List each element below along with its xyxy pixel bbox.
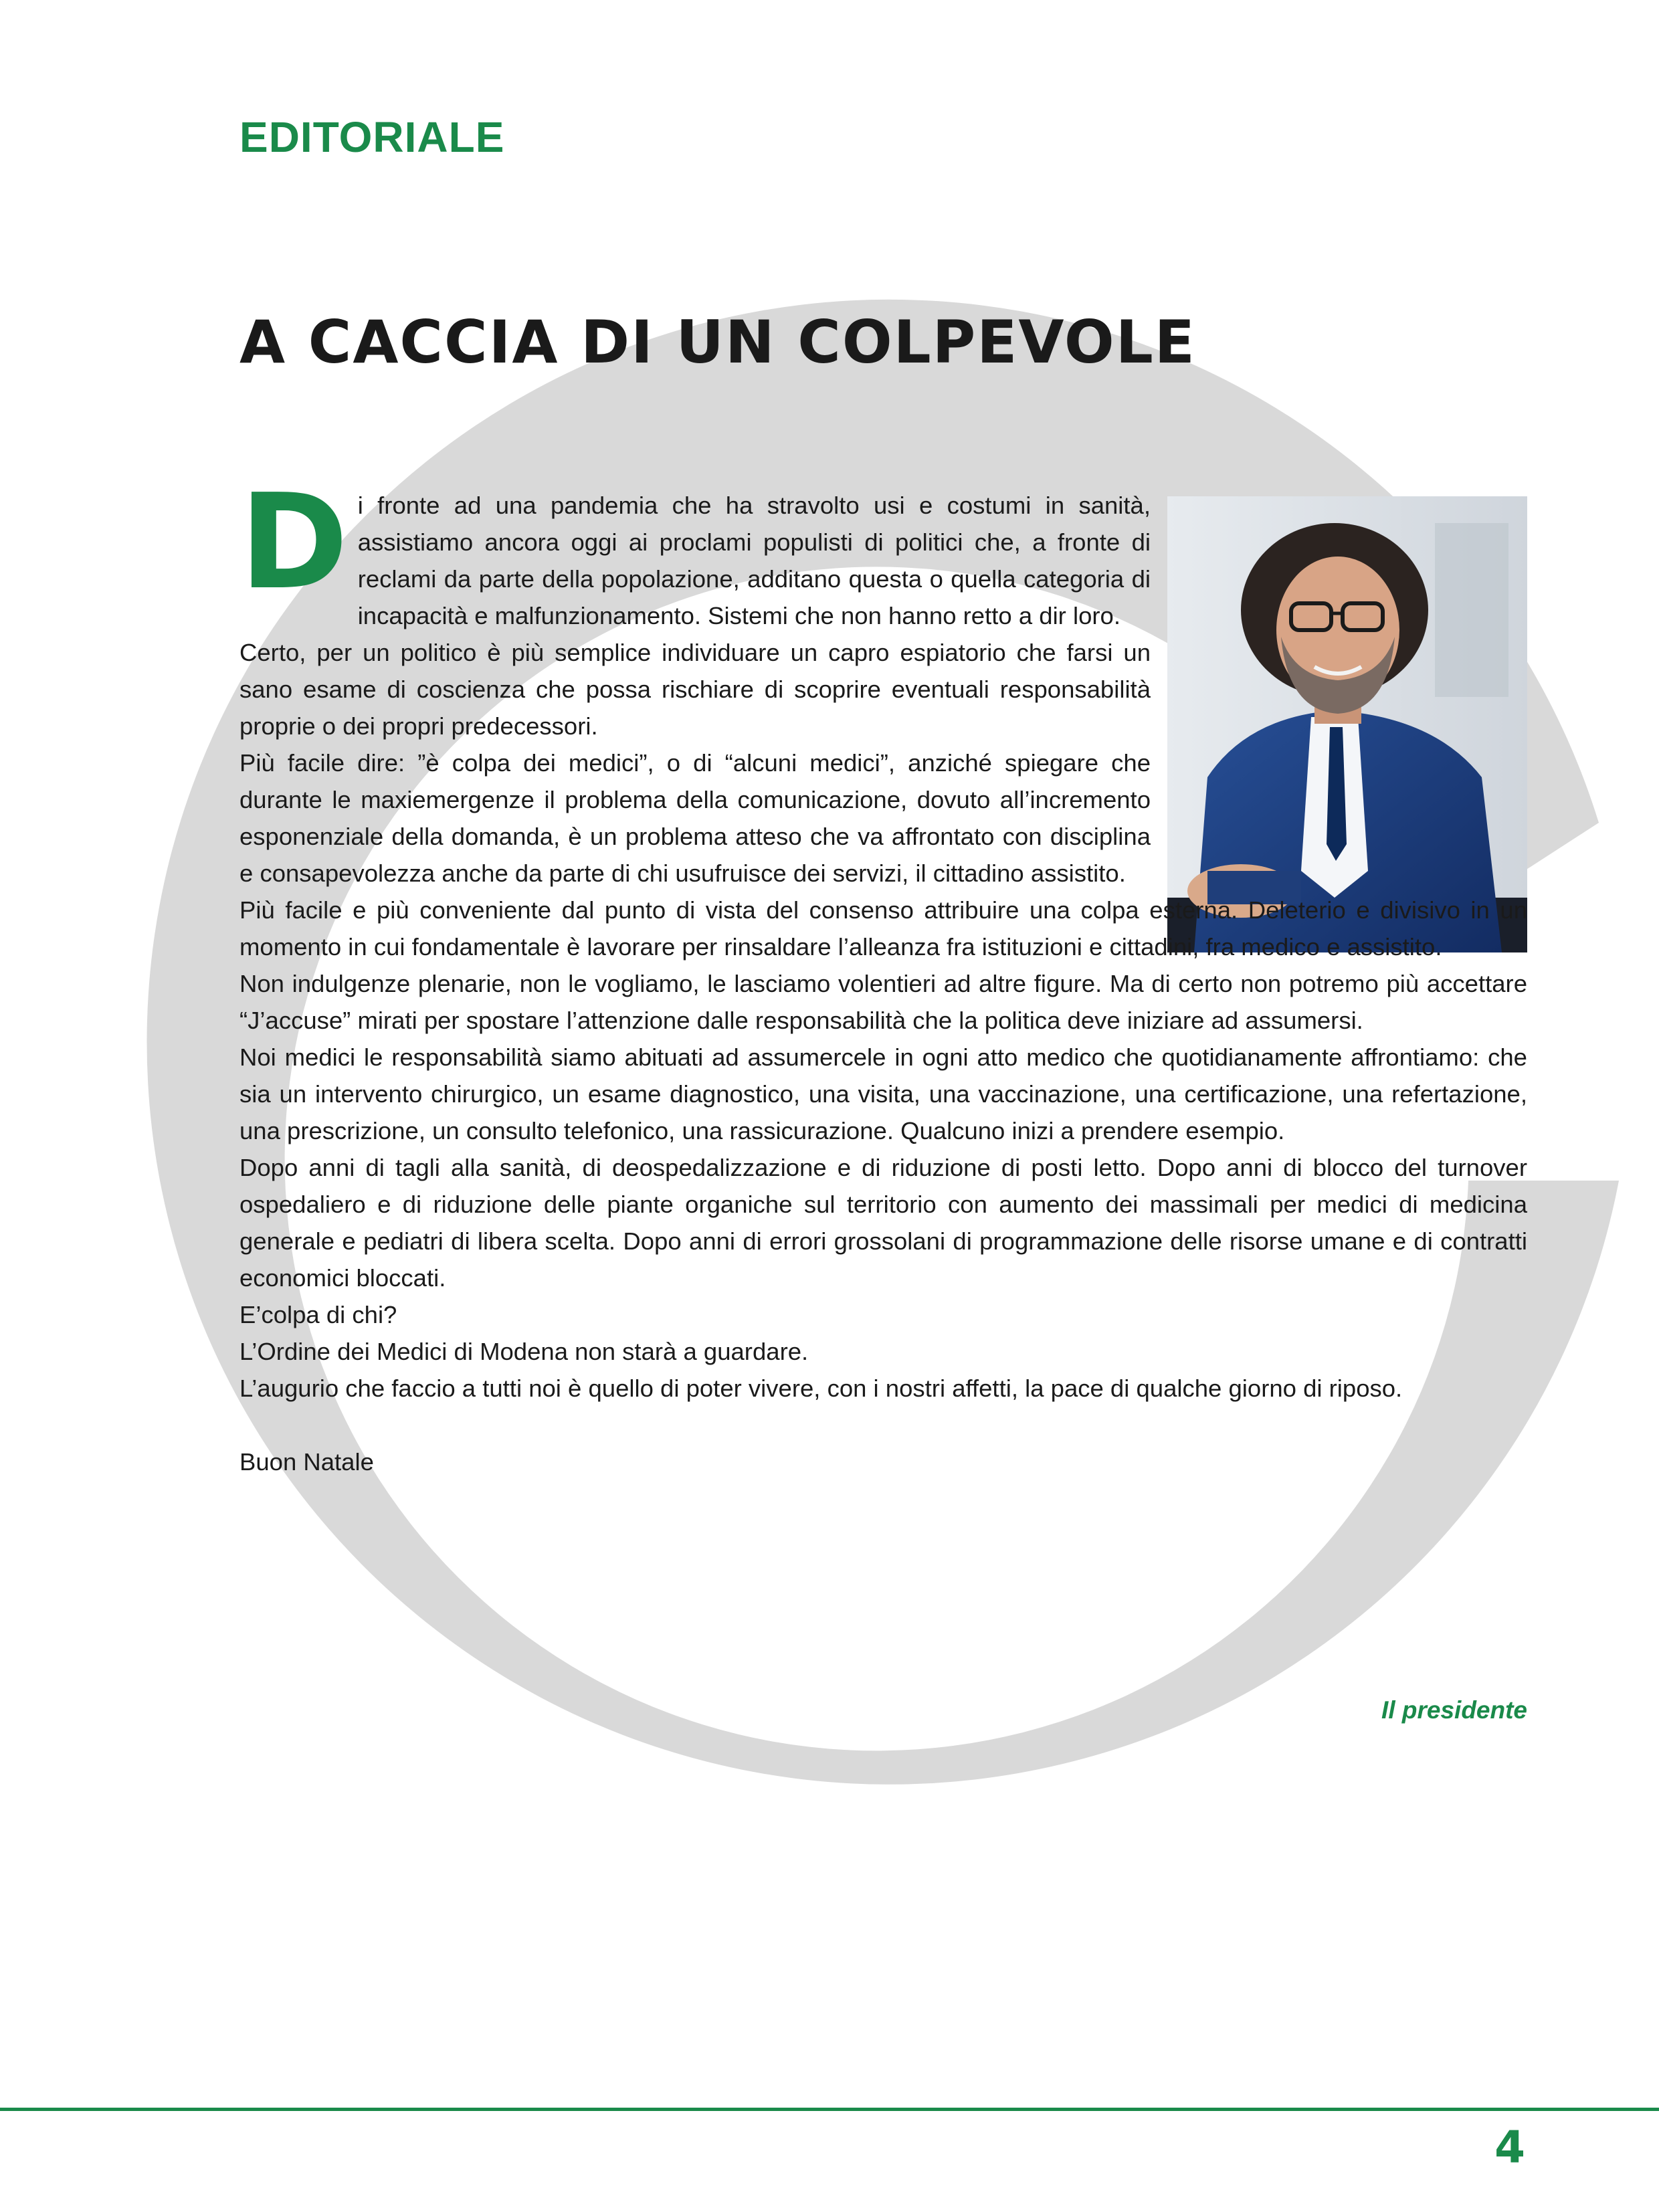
article-title: A CACCIA DI UN COLPEVOLE [239, 308, 1196, 377]
page-number: 4 [1494, 2122, 1525, 2173]
paragraph-2: Certo, per un politico è più semplice individuare un capro espiatorio che farsi un sano esame di coscienza che possa rischiare di scoprire eventuali responsabilità proprie o dei propri predecessori. [239, 639, 1151, 740]
paragraph-3: Più facile dire: ”è colpa dei medici”, o di “alcuni medici”, anziché spiegare che durante le maxiemergenze il problema della comunicazione, dovuto all’incremento esponenziale della domanda, è un problema atteso che va affrontato con disciplina e consapevolezza anche da parte di chi usufruisce dei servizi, il cittadino assistito. [239, 749, 1151, 887]
closing-greeting: Buon Natale [239, 1448, 374, 1476]
footer-divider [0, 2108, 1659, 2111]
article-body [239, 466, 1527, 1480]
section-label: EDITORIALE [239, 113, 505, 161]
paragraph-9: L’Ordine dei Medici di Modena non starà a guardare. [239, 1338, 809, 1365]
paragraph-1: Di fronte ad una pandemia che ha stravolto usi e costumi in sanità, assistiamo ancora oggi ai proclami populisti di politici che, a fronte di reclami da parte della popolazione, additano questa o quella categoria di incapacità e malfunzionamento. Sistemi che non hanno retto a dir loro. [239, 466, 1151, 629]
paragraph-6: Noi medici le responsabilità siamo abituati ad assumercele in ogni atto medico che quotidianamente affrontiamo: che sia un intervento chirurgico, un esame diagnostico, una visita, una vaccinazione, una certificazione, una refertazione, una prescrizione, un consulto telefonico, una rassicurazione. Qualcuno inizi a prendere esempio. [239, 1043, 1527, 1144]
signature: Il presidente [1381, 1696, 1527, 1724]
paragraph-8: E’colpa di chi? [239, 1301, 397, 1328]
paragraph-7: Dopo anni di tagli alla sanità, di deospedalizzazione e di riduzione di posti letto. Dopo anni di blocco del turnover ospedaliero e di riduzione delle piante organiche sul territorio con aumento dei massimali per medici di medicina generale e pediatri di libera scelta. Dopo anni di errori grossolani di programmazione delle risorse umane e di contratti economici bloccati. [239, 1154, 1527, 1292]
paragraph-10: L’augurio che faccio a tutti noi è quello di poter vivere, con i nostri affetti, la pace di qualche giorno di riposo. [239, 1375, 1403, 1402]
dropcap: D [239, 466, 349, 619]
paragraph-5: Non indulgenze plenarie, non le vogliamo, le lasciamo volentieri ad altre figure. Ma di certo non potremo più accettare “J’accuse” mirati per spostare l’attenzione dalle responsabilità che la politica deve iniziare ad assumersi. [239, 970, 1527, 1034]
paragraph-4: Più facile e più conveniente dal punto di vista del consenso attribuire una colpa esterna. Deleterio e divisivo in un momento in cui fondamentale è lavorare per rinsaldare l’alleanza fra istituzioni e cittadini, fra medico e assistito. [239, 896, 1527, 961]
